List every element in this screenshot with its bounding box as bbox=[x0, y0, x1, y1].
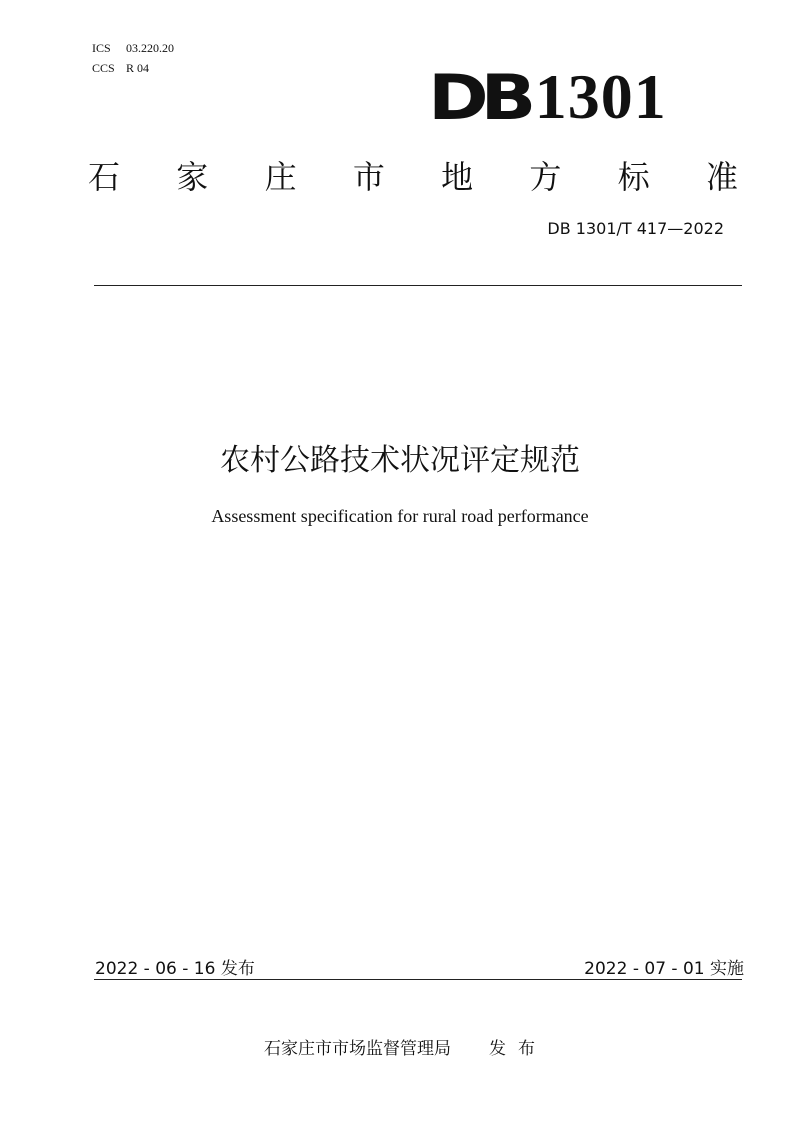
standard-number: DB 1301/T 417—2022 bbox=[547, 219, 724, 238]
standard-type-char: 市 bbox=[352, 158, 385, 196]
ccs-line bbox=[92, 58, 174, 78]
standard-type-heading bbox=[88, 152, 738, 198]
standard-type-char: 家 bbox=[176, 158, 209, 196]
standard-mark-code: 1301 bbox=[534, 61, 667, 132]
ccs-value: R 04 bbox=[126, 61, 150, 75]
standard-type-char: 石 bbox=[88, 158, 121, 196]
standard-mark-prefix: DB bbox=[428, 60, 528, 134]
standard-type-char: 标 bbox=[617, 158, 650, 196]
standard-type-char: 庄 bbox=[264, 158, 297, 196]
bottom-divider bbox=[94, 979, 742, 980]
top-divider bbox=[94, 285, 742, 286]
document-title-cn: 农村公路技术状况评定规范 bbox=[220, 443, 580, 478]
effective-date: 2022 - 07 - 01 实施 bbox=[584, 959, 744, 979]
ics-value: 03.220.20 bbox=[126, 41, 174, 55]
ccs-label: CCS bbox=[92, 61, 115, 75]
publish-date: 2022 - 06 - 16 发布 bbox=[95, 959, 255, 979]
standard-type-char: 准 bbox=[705, 158, 738, 196]
standard-type-char: 地 bbox=[441, 158, 474, 196]
standard-mark bbox=[428, 62, 667, 132]
issuer-name: 石家庄市市场监督管理局 bbox=[264, 1039, 451, 1059]
standard-type-char: 方 bbox=[529, 158, 562, 196]
document-title-en: Assessment specification for rural road performance bbox=[211, 506, 589, 526]
ics-label: ICS bbox=[92, 41, 111, 55]
classification-codes bbox=[92, 38, 174, 78]
issuer bbox=[264, 1034, 547, 1059]
issuer-action: 发布 bbox=[489, 1039, 547, 1059]
ics-line bbox=[92, 38, 174, 58]
